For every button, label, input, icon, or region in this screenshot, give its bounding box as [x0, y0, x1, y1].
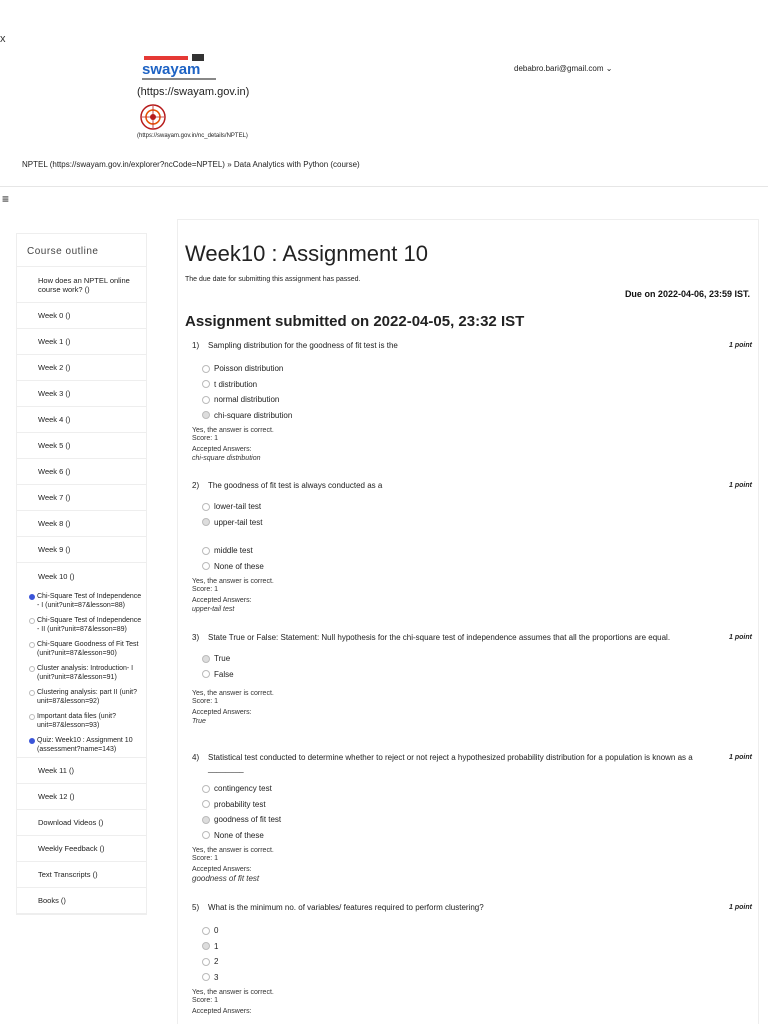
sidebar-item-text-transcripts[interactable]: Text Transcripts ()	[17, 862, 146, 888]
option-label: upper-tail test	[214, 517, 263, 527]
option-label: 1	[214, 941, 219, 951]
sidebar-item-week-10[interactable]: Week 10 ()	[38, 571, 75, 581]
option-label: middle test	[214, 546, 253, 556]
option-label: normal distribution	[214, 395, 280, 405]
radio-icon[interactable]	[202, 785, 210, 793]
feedback-text: Yes, the answer is correct.	[192, 578, 274, 585]
sidebar-item-week-12[interactable]: Week 12 ()	[17, 784, 146, 810]
sidebar-item-weekly-feedback[interactable]: Weekly Feedback ()	[17, 836, 146, 862]
radio-selected-icon[interactable]	[202, 518, 210, 526]
lesson-item[interactable]	[17, 637, 146, 661]
answer-option[interactable]	[192, 361, 752, 377]
lesson-item-quiz[interactable]	[17, 733, 146, 758]
radio-icon[interactable]	[202, 503, 210, 511]
sidebar-item-week-9[interactable]: Week 9 ()	[17, 537, 146, 563]
feedback-text: Yes, the answer is correct.	[192, 989, 274, 996]
answer-option[interactable]	[192, 970, 752, 986]
lesson-label: Quiz: Week10 : Assignment 10 (assessment?name=143)	[37, 737, 133, 753]
accepted-answer: True	[192, 718, 206, 725]
answer-option[interactable]	[192, 954, 752, 970]
option-label: contingency test	[214, 784, 272, 794]
option-label: Poisson distribution	[214, 364, 284, 374]
lesson-item[interactable]	[17, 661, 146, 685]
option-label: 2	[214, 957, 219, 967]
answer-option-selected[interactable]	[192, 651, 752, 667]
option-label: lower-tail test	[214, 502, 262, 512]
answer-option[interactable]	[192, 828, 752, 844]
sidebar-item-week-5[interactable]: Week 5 ()	[17, 433, 146, 459]
close-icon[interactable]: x	[0, 33, 6, 45]
nptel-logo[interactable]	[140, 104, 166, 130]
question-block	[192, 480, 752, 614]
score-text: Score: 1	[192, 698, 219, 705]
status-dot-icon	[29, 618, 35, 624]
status-dot-icon	[29, 714, 35, 720]
divider	[0, 186, 768, 187]
answer-option[interactable]	[192, 377, 752, 393]
lesson-label: Clustering analysis: part II (unit?unit=87&lesson=92)	[37, 689, 137, 705]
feedback-text: Yes, the answer is correct.	[192, 427, 274, 434]
status-dot-icon	[29, 642, 35, 648]
sidebar-item-download-videos[interactable]: Download Videos ()	[17, 810, 146, 836]
lesson-label: Cluster analysis: Introduction- I (unit?unit=87&lesson=91)	[37, 665, 134, 681]
radio-icon[interactable]	[202, 396, 210, 404]
radio-icon[interactable]	[202, 670, 210, 678]
sidebar-item-week-11[interactable]: Week 11 ()	[17, 758, 146, 784]
page-title: Week10 : Assignment 10	[185, 241, 428, 266]
score-text: Score: 1	[192, 435, 219, 442]
option-label: chi-square distribution	[214, 410, 293, 420]
lesson-label: Important data files (unit?unit=87&lesson=93)	[37, 713, 116, 729]
accepted-answers-label: Accepted Answers:	[192, 1008, 252, 1015]
sidebar-item-week-0[interactable]: Week 0 ()	[17, 303, 146, 329]
lesson-item[interactable]	[17, 709, 146, 733]
question-number: 2)	[192, 481, 200, 490]
question-points: 1 point	[729, 634, 752, 641]
question-points: 1 point	[729, 904, 752, 911]
user-account-menu[interactable]: debabro.bari@gmail.com ⌄	[514, 64, 613, 73]
radio-selected-icon[interactable]	[202, 816, 210, 824]
option-label: False	[214, 669, 234, 679]
sidebar-item-books[interactable]: Books ()	[17, 888, 146, 914]
breadcrumb[interactable]: NPTEL (https://swayam.gov.in/explorer?ncCode=NPTEL) » Data Analytics with Python (course)	[22, 160, 360, 169]
nptel-link[interactable]: (https://swayam.gov.in/nc_details/NPTEL)	[137, 133, 248, 139]
score-text: Score: 1	[192, 855, 219, 862]
status-dot-icon	[29, 666, 35, 672]
score-text: Score: 1	[192, 586, 219, 593]
radio-selected-icon[interactable]	[202, 655, 210, 663]
question-text: State True or False: Statement: Null hypothesis for the chi-square test of independence assumes that all the proportions are equal.	[208, 633, 671, 642]
sidebar-item-week-8[interactable]: Week 8 ()	[17, 511, 146, 537]
radio-icon[interactable]	[202, 831, 210, 839]
status-dot-icon	[29, 690, 35, 696]
question-points: 1 point	[729, 754, 752, 761]
lesson-label: Chi-Square Test of Independence - II (unit?unit=87&lesson=89)	[37, 617, 142, 633]
lesson-item[interactable]	[17, 685, 146, 709]
feedback-text: Yes, the answer is correct.	[192, 690, 274, 697]
accepted-answer: upper-tail test	[192, 606, 235, 613]
radio-icon[interactable]	[202, 562, 210, 570]
current-indicator-icon	[29, 738, 35, 744]
radio-icon[interactable]	[202, 380, 210, 388]
swayam-link[interactable]: (https://swayam.gov.in)	[137, 86, 250, 98]
radio-icon[interactable]	[202, 547, 210, 555]
submission-status: Assignment submitted on 2022-04-05, 23:32 IST	[185, 313, 525, 330]
sidebar-item-week-3[interactable]: Week 3 ()	[17, 381, 146, 407]
radio-selected-icon[interactable]	[202, 411, 210, 419]
menu-icon[interactable]: ≡	[2, 192, 10, 206]
radio-icon[interactable]	[202, 365, 210, 373]
course-outline-sidebar	[16, 233, 147, 915]
option-label: True	[214, 654, 231, 664]
option-label: 0	[214, 926, 219, 936]
accepted-answers-label: Accepted Answers:	[192, 709, 252, 716]
sidebar-item-week-1[interactable]: Week 1 ()	[17, 329, 146, 355]
due-date: Due on 2022-04-06, 23:59 IST.	[624, 289, 750, 299]
question-text: The goodness of fit test is always conducted as a	[208, 481, 383, 490]
question-block	[192, 752, 752, 883]
sidebar-item-week-2[interactable]: Week 2 ()	[17, 355, 146, 381]
feedback-text: Yes, the answer is correct.	[192, 847, 274, 854]
lesson-label: Chi-Square Goodness of Fit Test (unit?unit=87&lesson=90)	[37, 641, 139, 657]
sidebar-item-week-7[interactable]: Week 7 ()	[17, 485, 146, 511]
accepted-answers-label: Accepted Answers:	[192, 597, 252, 604]
question-block	[192, 902, 752, 1016]
answer-option[interactable]	[192, 781, 752, 797]
question-number: 3)	[192, 633, 200, 642]
lesson-item[interactable]	[17, 589, 146, 613]
answer-option-selected[interactable]	[192, 515, 752, 531]
lesson-item[interactable]	[17, 613, 146, 637]
accepted-answers-label: Accepted Answers:	[192, 866, 252, 873]
radio-icon[interactable]	[202, 973, 210, 981]
question-text: Statistical test conducted to determine whether to reject or not reject a hypothesized probability distribution for a population is known as a ________	[208, 753, 693, 773]
option-label: None of these	[214, 830, 264, 840]
sidebar-item-week-6[interactable]: Week 6 ()	[17, 459, 146, 485]
answer-option-selected[interactable]	[192, 408, 752, 424]
question-number: 5)	[192, 903, 200, 912]
answer-option[interactable]	[192, 499, 752, 515]
accepted-answer: goodness of fit test	[192, 874, 260, 883]
lesson-label: Chi-Square Test of Independence - I (unit?unit=87&lesson=88)	[37, 593, 142, 609]
question-block	[192, 632, 752, 726]
option-label: probability test	[214, 799, 266, 809]
option-label: goodness of fit test	[214, 815, 282, 825]
option-label: 3	[214, 972, 219, 982]
answer-option[interactable]	[192, 667, 752, 683]
question-block	[192, 340, 752, 463]
question-number: 4)	[192, 753, 200, 762]
answer-option[interactable]	[192, 392, 752, 408]
question-text: Sampling distribution for the goodness of fit test is the	[208, 341, 398, 350]
due-note: The due date for submitting this assignment has passed.	[185, 276, 361, 283]
swayam-logo[interactable]	[138, 54, 218, 84]
accepted-answer: chi-square distribution	[192, 455, 261, 462]
answer-option[interactable]	[192, 923, 752, 939]
accepted-answers-label: Accepted Answers:	[192, 446, 252, 453]
answer-option[interactable]	[192, 797, 752, 813]
answer-option-selected[interactable]	[192, 812, 752, 828]
question-text: What is the minimum no. of variables/ features required to perform clustering?	[208, 903, 484, 912]
radio-icon[interactable]	[202, 800, 210, 808]
sidebar-title: Course outline	[17, 234, 146, 267]
answer-option[interactable]	[192, 559, 752, 575]
option-label: None of these	[214, 561, 264, 571]
radio-icon[interactable]	[202, 958, 210, 966]
question-number: 1)	[192, 341, 200, 350]
radio-icon[interactable]	[202, 927, 210, 935]
radio-selected-icon[interactable]	[202, 942, 210, 950]
score-text: Score: 1	[192, 997, 219, 1004]
question-points: 1 point	[729, 342, 752, 349]
answer-option[interactable]	[192, 543, 752, 559]
question-points: 1 point	[729, 482, 752, 489]
current-indicator-icon	[29, 594, 35, 600]
option-label: t distribution	[214, 379, 258, 389]
svg-text:swayam: swayam	[142, 61, 201, 78]
sidebar-item-how-it-works[interactable]: How does an NPTEL online course work? ()	[17, 267, 146, 303]
answer-option-selected[interactable]	[192, 939, 752, 955]
sidebar-item-week-4[interactable]: Week 4 ()	[17, 407, 146, 433]
